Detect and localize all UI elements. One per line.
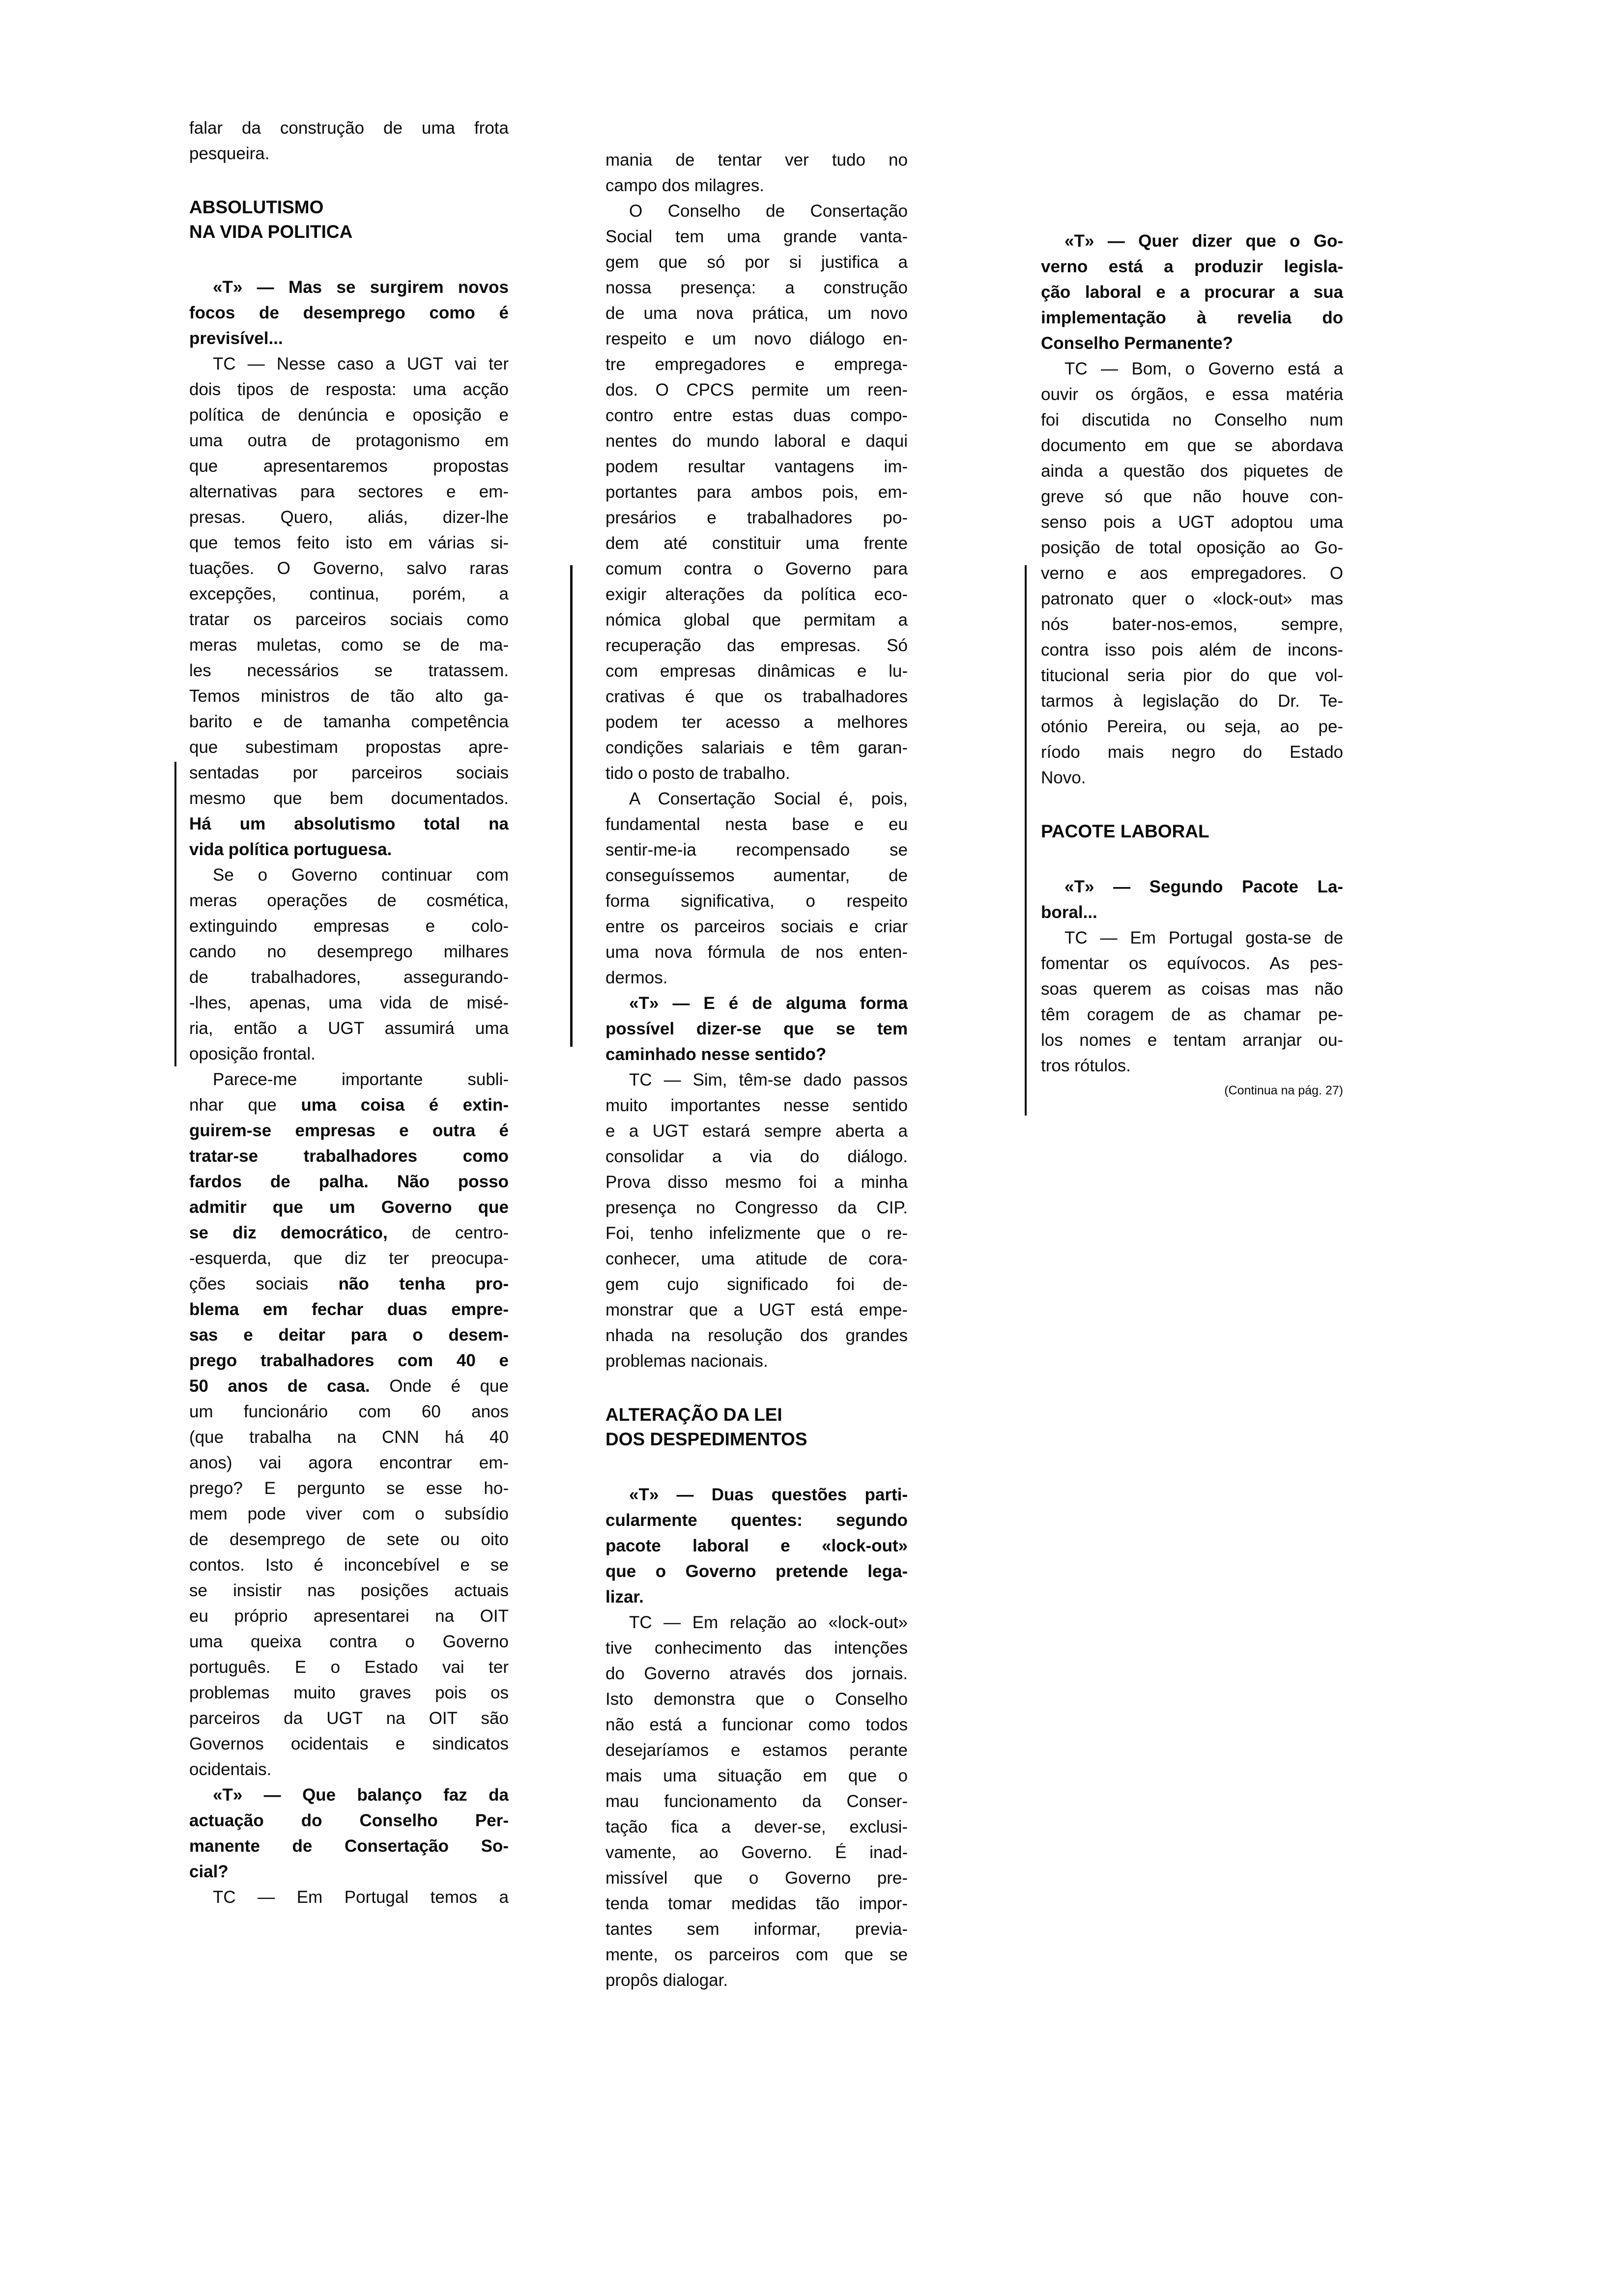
text-line: com empresas dinâmicas e lu- (605, 661, 908, 681)
text-line: TC — Bom, o Governo está a (1065, 359, 1343, 378)
text-line: meras muletas, como se de ma- (189, 635, 509, 655)
text-line: Se o Governo continuar com (213, 865, 509, 885)
text-line: que temos feito isto em várias si- (189, 533, 509, 552)
text-line: sentir-me-ia recompensado se (605, 840, 908, 860)
text-line: Novo. (1041, 768, 1086, 787)
text-line: fundamental nesta base e eu (605, 815, 908, 834)
text-line: sentadas por parceiros sociais (189, 763, 509, 782)
text-line: tratar os parceiros sociais como (189, 610, 509, 629)
text-line: ABSOLUTISMO (189, 197, 324, 217)
text-line: consolidar a via do diálogo. (605, 1147, 908, 1166)
paragraph (189, 1885, 509, 1910)
text-line: pesqueira. (189, 144, 270, 163)
text-line: tantes sem informar, previa- (605, 1920, 908, 1939)
text-line: ainda a questão dos piquetes de (1041, 461, 1343, 481)
text-line: condições salariais e têm garan- (605, 738, 908, 757)
text-line (189, 1092, 509, 1118)
text-line: patronato quer o «lock-out» mas (1041, 589, 1343, 608)
text-line: tação fica a dever-se, exclusi- (605, 1817, 908, 1837)
text-line: que apresentaremos propostas (189, 457, 509, 476)
text-line: tarmos à legislação do Dr. Te- (1041, 691, 1343, 711)
text-line: respeito e um novo diálogo en- (605, 329, 908, 348)
regular-text: Onde é que (370, 1377, 509, 1396)
text-line: entre os parceiros sociais e criar (605, 917, 908, 936)
text-line: focos de desemprego como é (189, 303, 509, 322)
text-line: presários e trabalhadores po- (605, 508, 908, 527)
bold-text: admitir que um Governo que (189, 1198, 509, 1217)
text-line: crativas é que os trabalhadores (605, 687, 908, 706)
text-line: exigir alterações da política eco- (605, 585, 908, 604)
text-line: problemas nacionais. (605, 1351, 768, 1371)
text-line: (que trabalha na CNN há 40 (189, 1428, 509, 1447)
text-line: mau funcionamento da Conser- (605, 1792, 908, 1811)
interview-question (605, 991, 908, 1067)
text-line: foi discutida no Conselho num (1041, 410, 1343, 430)
regular-text: nhar que (189, 1095, 301, 1115)
text-line: nossa presença: a construção (605, 278, 908, 297)
text-line (189, 811, 509, 837)
text-line: meras operações de cosmética, (189, 891, 509, 910)
text-line: ção laboral e a procurar a sua (1041, 283, 1343, 302)
text-line: conseguíssemos aumentar, de (605, 866, 908, 885)
text-line (189, 1118, 509, 1144)
bold-text: Há um absolutismo total na (189, 814, 509, 833)
text-line: «T» — Segundo Pacote La- (1065, 877, 1343, 896)
text-line: TC — Em relação ao «lock-out» (629, 1613, 908, 1632)
text-line: dem até constituir uma frente (605, 534, 908, 553)
paragraph (189, 1067, 509, 1782)
text-line: Conselho Permanente? (1041, 334, 1233, 353)
text-line: prego? E pergunto se esse ho- (189, 1479, 509, 1498)
section-heading (605, 1403, 908, 1452)
text-line: verno está a produzir legisla- (1041, 257, 1343, 276)
text-line: gem que só por si justifica a (605, 253, 908, 272)
text-line: les necessários se tratassem. (189, 661, 509, 680)
text-line: podem ter acesso a melhores (605, 713, 908, 732)
text-line: extinguindo empresas e colo- (189, 917, 509, 936)
text-line (189, 1220, 509, 1246)
text-line: Prova disso mesmo foi a minha (605, 1173, 908, 1192)
text-line: «T» — Que balanço faz da (213, 1785, 509, 1805)
text-line: PACOTE LABORAL (1041, 821, 1209, 841)
text-line: muito importantes nesse sentido (605, 1096, 908, 1115)
text-line: «T» — E é de alguma forma (629, 994, 908, 1013)
text-line: mania de tentar ver tudo no (605, 150, 908, 170)
regular-text: de centro- (411, 1223, 509, 1242)
text-line: senso pois a UGT adoptou uma (1041, 513, 1343, 532)
column-3 (1041, 229, 1343, 1100)
text-line: conhecer, uma atitude de cora- (605, 1249, 908, 1268)
interview-question (1041, 229, 1343, 356)
text-line: mente, os parceiros com que se (605, 1945, 908, 1964)
text-line: e a UGT estará sempre aberta a (605, 1121, 908, 1141)
text-line: manente de Consertação So- (189, 1837, 509, 1856)
bold-text: tratar-se trabalhadores como (189, 1147, 509, 1166)
paragraph (189, 115, 509, 167)
text-line: tros rótulos. (1041, 1056, 1131, 1075)
text-line: de trabalhadores, assegurando- (189, 968, 509, 987)
interview-question (189, 275, 509, 351)
paragraph (1041, 925, 1343, 1079)
text-line: contro entre estas duas compo- (605, 406, 908, 425)
text-line: implementação à revelia do (1041, 308, 1343, 327)
text-line: los nomes e tentam arranjar ou- (1041, 1031, 1343, 1050)
text-line: mesmo que bem documentados. (189, 789, 509, 808)
text-line: TC — Em Portugal temos a (213, 1888, 509, 1907)
paragraph (605, 1610, 908, 1993)
bold-text: fardos de palha. Não posso (189, 1172, 509, 1191)
text-line: gem cujo significado foi de- (605, 1275, 908, 1294)
text-line: do Governo através dos jornais. (605, 1664, 908, 1683)
text-line: dos. O CPCS permite um reen- (605, 380, 908, 400)
text-line: problemas muito graves pois os (189, 1683, 509, 1702)
column-1 (189, 115, 509, 1910)
text-line: vamente, ao Governo. É inad- (605, 1843, 908, 1862)
bold-text: blema em fechar duas empre- (189, 1300, 509, 1319)
bold-text: prego trabalhadores com 40 e (189, 1351, 509, 1370)
text-line: mem pode viver com o subsídio (189, 1504, 509, 1523)
text-line: fomentar os equívocos. As pes- (1041, 954, 1343, 973)
text-line: TC — Sim, têm-se dado passos (629, 1070, 908, 1090)
scan-artifact-line (1025, 565, 1027, 1116)
text-line: tuações. O Governo, salvo raras (189, 559, 509, 578)
text-line: cularmente quentes: segundo (605, 1511, 908, 1530)
text-line: Isto demonstra que o Conselho (605, 1690, 908, 1709)
text-line: se insistir nas posições actuais (189, 1581, 509, 1600)
text-line: A Consertação Social é, pois, (629, 789, 908, 808)
text-line (189, 837, 509, 862)
text-line: tido o posto de trabalho. (605, 764, 790, 783)
text-line: TC — Em Portugal gosta-se de (1065, 928, 1343, 947)
text-line: -esquerda, que diz ter preocupa- (189, 1249, 509, 1268)
text-line: recuperação das empresas. Só (605, 636, 908, 655)
text-line: parceiros da UGT na OIT são (189, 1709, 509, 1728)
text-line: contra isso pois além de incons- (1041, 640, 1343, 660)
text-line: política de denúncia e oposição e (189, 405, 509, 425)
text-line: «T» — Mas se surgirem novos (213, 278, 509, 297)
text-line: presas. Quero, aliás, dizer-lhe (189, 508, 509, 527)
section-heading (1041, 819, 1343, 844)
text-line: tenda tomar medidas tão impor- (605, 1894, 908, 1913)
text-line: dermos. (605, 968, 668, 987)
text-line: missível que o Governo pre- (605, 1868, 908, 1888)
text-line: NA VIDA POLITICA (189, 222, 353, 242)
text-line: nhada na resolução dos grandes (605, 1326, 908, 1345)
text-line: ríodo mais negro do Estado (1041, 743, 1343, 762)
continued-on-page-note: (Continua na pág. 27) (1224, 1084, 1343, 1097)
text-line: de uma nova prática, um novo (605, 304, 908, 323)
text-line: cial? (189, 1862, 229, 1881)
text-line: Governos ocidentais e sindicatos (189, 1734, 509, 1753)
bold-text: guirem-se empresas e outra é (189, 1121, 509, 1140)
text-line: tre empregadores e emprega- (605, 355, 908, 374)
text-line: Social tem uma grande vanta- (605, 227, 908, 246)
bold-text: não tenha pro- (338, 1274, 509, 1293)
bold-text: se diz democrático, (189, 1223, 412, 1242)
paragraph (605, 147, 908, 199)
text-line: que subestimam propostas apre- (189, 738, 509, 757)
text-line: uma nova fórmula de nos enten- (605, 943, 908, 962)
text-line (189, 1374, 509, 1399)
text-line: titucional seria pior do que vol- (1041, 666, 1343, 685)
text-line: documento em que se abordava (1041, 436, 1343, 455)
interview-question (605, 1482, 908, 1610)
text-line: oposição frontal. (189, 1044, 316, 1063)
bold-text: sas e deitar para o desem- (189, 1325, 509, 1345)
text-line: nómica global que permitam a (605, 610, 908, 630)
text-line: -lhes, apenas, uma vida de misé- (189, 993, 509, 1012)
column-2 (605, 147, 908, 1993)
interview-question (189, 1782, 509, 1885)
section-heading (189, 195, 509, 244)
text-line: nentes do mundo laboral e daqui (605, 431, 908, 451)
bold-text: uma coisa é extin- (301, 1095, 509, 1115)
paragraph (189, 862, 509, 1067)
text-line (189, 1322, 509, 1348)
text-line: barito e de tamanha competência (189, 712, 509, 731)
text-line: presença no Congresso da CIP. (605, 1198, 908, 1217)
text-line: têm coragem de as chamar pe- (1041, 1005, 1343, 1024)
text-line: caminhado nesse sentido? (605, 1045, 827, 1064)
text-line: uma queixa contra o Governo (189, 1632, 509, 1651)
text-line: nós bater-nos-emos, sempre, (1041, 615, 1343, 634)
text-line (189, 1348, 509, 1374)
text-line: monstrar que a UGT está empe- (605, 1300, 908, 1320)
text-line: forma significativa, o respeito (605, 891, 908, 911)
text-line: verno e aos empregadores. O (1041, 564, 1343, 583)
text-line: de desemprego de sete ou oito (189, 1530, 509, 1549)
text-line: eu próprio apresentarei na OIT (189, 1607, 509, 1626)
text-line: não está a funcionar como todos (605, 1715, 908, 1734)
text-line: campo dos milagres. (605, 176, 764, 195)
paragraph (1041, 356, 1343, 791)
text-line: Temos ministros de tão alto ga- (189, 687, 509, 706)
text-line: uma outra de protagonismo em (189, 431, 509, 450)
text-line: posição de total oposição ao Go- (1041, 538, 1343, 557)
text-line (189, 1271, 509, 1297)
text-line: propôs dialogar. (605, 1971, 728, 1990)
text-line: O Conselho de Consertação (629, 201, 908, 221)
text-line: português. E o Estado vai ter (189, 1658, 509, 1677)
text-line: ouvir os órgãos, e essa matéria (1041, 385, 1343, 404)
text-line: greve só que não houve con- (1041, 487, 1343, 506)
text-line (189, 1195, 509, 1220)
text-line: mais uma situação em que o (605, 1766, 908, 1785)
interview-question (1041, 874, 1343, 925)
text-line: contos. Isto é inconcebível e se (189, 1555, 509, 1575)
bold-text: vida política portuguesa. (189, 840, 392, 859)
text-line (189, 1144, 509, 1169)
text-line: excepções, continua, porém, a (189, 584, 509, 603)
scan-artifact-line (570, 565, 573, 1047)
text-line: TC — Nesse caso a UGT vai ter (213, 354, 509, 373)
text-line: actuação do Conselho Per- (189, 1811, 509, 1830)
text-line: alternativas para sectores e em- (189, 482, 509, 501)
scan-artifact-line (174, 762, 176, 1066)
text-line: possível dizer-se que se tem (605, 1019, 908, 1038)
text-line: podem resultar vantagens im- (605, 457, 908, 476)
text-line: Parece-me importante subli- (213, 1070, 509, 1089)
text-line: desejaríamos e estamos perante (605, 1741, 908, 1760)
paragraph (605, 786, 908, 991)
text-line: Foi, tenho infelizmente que o re- (605, 1224, 908, 1243)
paragraph (605, 1067, 908, 1374)
text-line: previsível... (189, 329, 283, 348)
text-line: tive conhecimento das intenções (605, 1638, 908, 1658)
text-line: lizar. (605, 1587, 644, 1607)
text-line (189, 1169, 509, 1195)
text-line (189, 1297, 509, 1322)
text-line: ria, então a UGT assumirá uma (189, 1019, 509, 1038)
text-line: comum contra o Governo para (605, 559, 908, 578)
regular-text: ções sociais (189, 1274, 339, 1293)
text-line: dois tipos de resposta: uma acção (189, 380, 509, 399)
text-line: boral... (1041, 903, 1097, 922)
text-line: que o Governo pretende lega- (605, 1562, 908, 1581)
bold-text: 50 anos de casa. (189, 1377, 370, 1396)
text-line: «T» — Duas questões parti- (629, 1485, 908, 1504)
text-line: pacote laboral e «lock-out» (605, 1536, 908, 1555)
text-line: portantes para ambos pois, em- (605, 483, 908, 502)
text-line: ALTERAÇÃO DA LEI (605, 1405, 782, 1425)
text-line: falar da construção de uma frota (189, 118, 509, 138)
text-line: soas querem as coisas mas não (1041, 979, 1343, 999)
paragraph (189, 351, 509, 862)
paragraph (605, 199, 908, 786)
text-line: DOS DESPEDIMENTOS (605, 1429, 807, 1449)
text-line: «T» — Quer dizer que o Go- (1065, 231, 1343, 251)
text-line: um funcionário com 60 anos (189, 1402, 509, 1421)
text-line: cando no desemprego milhares (189, 942, 509, 961)
text-line: otónio Pereira, ou seja, ao pe- (1041, 717, 1343, 736)
text-line: ocidentais. (189, 1760, 272, 1779)
text-line: anos) vai agora encontrar em- (189, 1453, 509, 1472)
